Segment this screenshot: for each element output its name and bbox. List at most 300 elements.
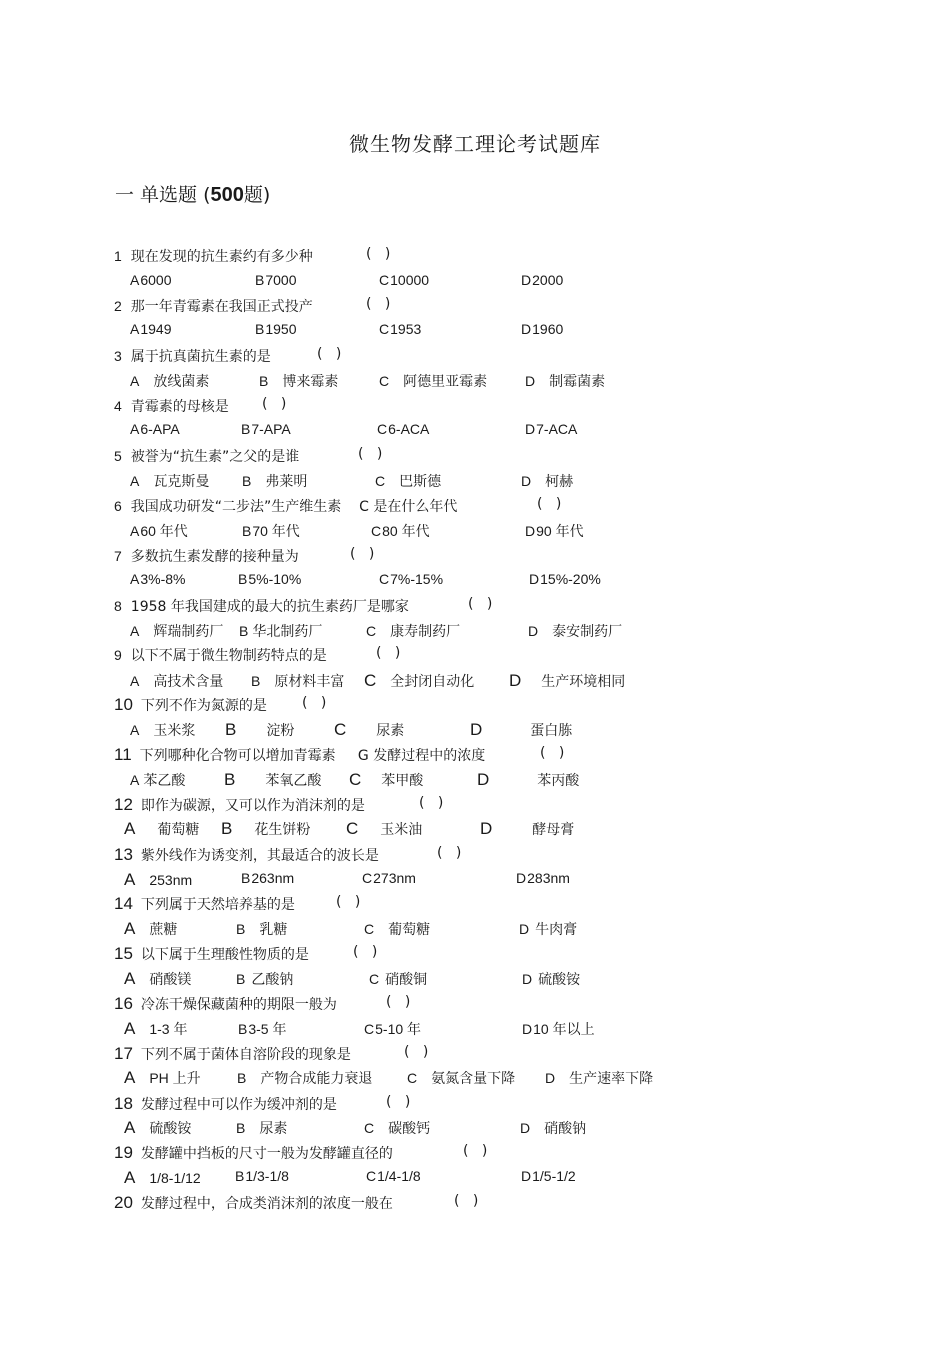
option-b <box>236 1118 287 1138</box>
option-b <box>236 969 293 989</box>
question-11 <box>114 745 565 765</box>
question-number: 19 <box>114 1143 133 1162</box>
option-d <box>470 720 572 740</box>
option-text: 3%-8% <box>140 571 186 587</box>
option-text: 弗莱明 <box>265 473 308 489</box>
option-letter: B <box>221 819 233 838</box>
option-letter: D <box>525 421 536 437</box>
option-b <box>241 870 294 886</box>
option-text: 硝酸镁 <box>149 971 192 987</box>
option-row <box>0 720 950 742</box>
option-text: 生产速率下降 <box>569 1070 654 1086</box>
option-text: 玉米油 <box>380 821 423 837</box>
option-letter: C <box>407 1070 418 1086</box>
option-d <box>522 1019 595 1039</box>
option-text: 生产环境相同 <box>541 673 626 689</box>
option-text: 碳酸钙 <box>388 1120 431 1136</box>
option-text: 制霉菌素 <box>549 373 606 389</box>
question-3 <box>114 346 342 366</box>
question-text: 即作为碳源，又可以作为消沫剂的是 <box>140 798 365 814</box>
option-text: 80 年代 <box>382 523 430 539</box>
option-text: 乙酸钠 <box>251 971 294 987</box>
option-row <box>0 671 950 693</box>
option-text: 1/5-1/2 <box>532 1168 576 1184</box>
option-row <box>0 819 950 841</box>
question-20 <box>114 1193 479 1213</box>
answer-blank: ( ) <box>366 246 391 262</box>
option-text: 尿素 <box>376 722 405 738</box>
question-18 <box>114 1094 411 1114</box>
option-letter: C <box>364 671 377 690</box>
option-letter: C <box>366 1168 377 1184</box>
section-prefix: 一 单选题 ( <box>115 184 211 206</box>
option-letter: A <box>130 571 140 587</box>
question-13 <box>114 845 462 865</box>
option-text: 柯赫 <box>545 473 574 489</box>
option-text: 90 年代 <box>536 523 584 539</box>
question-text: 被誉为“抗生素”之父的是谁 <box>130 449 300 465</box>
option-letter: C <box>377 421 388 437</box>
option-letter: A <box>130 321 140 337</box>
option-letter: A <box>130 623 140 639</box>
option-letter: A <box>124 919 136 938</box>
option-row <box>0 371 950 393</box>
answer-blank: ( ) <box>376 645 401 661</box>
answer-blank: ( ) <box>468 596 493 612</box>
option-d <box>519 919 577 939</box>
question-5 <box>114 446 383 466</box>
option-d <box>521 471 573 491</box>
option-letter: C <box>346 819 359 838</box>
option-letter: D <box>525 373 536 389</box>
option-text: 1-3 年 <box>149 1021 188 1037</box>
question-9 <box>114 645 401 665</box>
option-text: 7-ACA <box>536 421 578 437</box>
question-number: 13 <box>114 845 133 864</box>
option-d <box>509 671 625 691</box>
option-a <box>124 870 192 890</box>
option-text: 高技术含量 <box>153 673 224 689</box>
option-text: 硝酸铜 <box>385 971 428 987</box>
option-c <box>407 1068 515 1088</box>
option-letter: A <box>124 1168 136 1187</box>
option-text: 1/3-1/8 <box>245 1168 289 1184</box>
option-letter: C <box>379 373 390 389</box>
option-text: 15%-20% <box>540 571 601 587</box>
option-text: 10000 <box>390 272 430 288</box>
option-text: 花生饼粉 <box>254 821 311 837</box>
option-text: 6-ACA <box>388 421 430 437</box>
question-number: 10 <box>114 695 133 714</box>
option-letter: A <box>130 473 140 489</box>
option-row <box>0 521 950 543</box>
question-text: 下列不属于菌体自溶阶段的现象是 <box>140 1047 351 1063</box>
option-row <box>0 272 950 294</box>
option-text: 273nm <box>373 870 416 886</box>
option-letter: C <box>379 571 390 587</box>
option-letter: C <box>364 1021 375 1037</box>
option-c <box>349 770 423 790</box>
option-b <box>242 521 300 541</box>
question-number: 1 <box>114 248 122 264</box>
answer-blank: ( ) <box>317 346 342 362</box>
question-text: 青霉素的母核是 <box>130 399 229 415</box>
question-text: 发酵罐中挡板的尺寸一般为发酵罐直径的 <box>140 1146 393 1162</box>
question-text: 紫外线作为诱变剂，其最适合的波长是 <box>140 848 379 864</box>
option-b <box>221 819 310 839</box>
option-text: 1/4-1/8 <box>377 1168 421 1184</box>
option-text: 1949 <box>140 321 172 337</box>
option-a <box>124 1118 191 1138</box>
option-letter: D <box>520 1120 531 1136</box>
option-d <box>477 770 579 790</box>
option-c <box>375 471 441 491</box>
question-6 <box>114 496 562 516</box>
question-number: 16 <box>114 994 133 1013</box>
question-text: 以下属于生理酸性物质的是 <box>140 947 309 963</box>
answer-blank: ( ) <box>537 496 562 512</box>
option-letter: D <box>516 870 527 886</box>
answer-blank: ( ) <box>302 695 327 711</box>
option-text: 氨氮含量下降 <box>431 1070 516 1086</box>
option-c <box>362 870 416 886</box>
answer-blank: ( ) <box>540 745 565 761</box>
option-text: 巴斯德 <box>399 473 442 489</box>
option-a <box>124 819 199 839</box>
option-letter: A <box>124 819 136 838</box>
option-text: 硫酸铵 <box>149 1120 192 1136</box>
option-text: 乳糖 <box>259 921 288 937</box>
question-number: 9 <box>114 647 122 663</box>
answer-blank: ( ) <box>454 1193 479 1209</box>
question-number: 5 <box>114 448 122 464</box>
option-text: 淀粉 <box>266 722 295 738</box>
option-letter: A <box>130 673 140 689</box>
question-16 <box>114 994 411 1014</box>
option-text: 1960 <box>532 321 564 337</box>
option-text: 苯甲酸 <box>381 772 424 788</box>
option-letter: C <box>364 921 375 937</box>
option-letter: B <box>251 673 261 689</box>
question-text: 下列哪种化合物可以增加青霉素 G 发酵过程中的浓度 <box>139 748 486 764</box>
option-a <box>130 272 172 288</box>
option-row <box>0 471 950 493</box>
option-b <box>241 421 291 437</box>
question-number: 14 <box>114 894 133 913</box>
option-d <box>480 819 574 839</box>
option-b <box>238 571 301 587</box>
option-letter: B <box>242 523 252 539</box>
option-letter: A <box>130 772 140 788</box>
option-c <box>334 720 404 740</box>
question-number: 15 <box>114 944 133 963</box>
option-d <box>516 870 570 886</box>
option-text: 硫酸铵 <box>538 971 581 987</box>
option-letter: C <box>379 321 390 337</box>
option-text: 253nm <box>149 872 193 888</box>
answer-blank: ( ) <box>353 944 378 960</box>
option-c <box>369 969 427 989</box>
option-d <box>525 521 584 541</box>
option-letter: B <box>241 870 251 886</box>
question-text: 多数抗生素发酵的接种量为 <box>130 549 299 565</box>
option-row <box>0 1168 950 1190</box>
option-a <box>124 919 177 939</box>
option-b <box>235 1168 289 1184</box>
option-row <box>0 421 950 443</box>
option-row <box>0 1019 950 1041</box>
option-text: PH 上升 <box>149 1070 201 1086</box>
option-text: 瓦克斯曼 <box>153 473 210 489</box>
answer-blank: ( ) <box>366 296 391 312</box>
option-letter: D <box>470 720 483 739</box>
question-8 <box>114 596 493 616</box>
option-letter: B <box>255 272 265 288</box>
question-number: 4 <box>114 398 122 414</box>
option-b <box>259 371 338 391</box>
question-text: 下列不作为氮源的是 <box>140 698 267 714</box>
option-letter: A <box>124 1118 136 1137</box>
option-letter: A <box>130 421 140 437</box>
option-letter: A <box>124 1068 136 1087</box>
option-letter: B <box>236 921 246 937</box>
option-text: 283nm <box>527 870 570 886</box>
option-b <box>239 621 322 641</box>
option-c <box>346 819 422 839</box>
option-text: 泰安制药厂 <box>552 623 623 639</box>
option-text: 7-APA <box>251 421 291 437</box>
option-letter: A <box>130 722 140 738</box>
option-c <box>364 919 430 939</box>
option-text: 华北制药厂 <box>252 623 323 639</box>
option-text: 蛋白胨 <box>530 722 573 738</box>
option-text: 7%-15% <box>390 571 444 587</box>
option-text: 1950 <box>265 321 297 337</box>
option-letter: C <box>364 1120 375 1136</box>
option-a <box>124 969 191 989</box>
option-letter: D <box>545 1070 556 1086</box>
option-text: 60 年代 <box>140 523 188 539</box>
answer-blank: ( ) <box>262 396 287 412</box>
option-d <box>521 1168 576 1184</box>
option-letter: B <box>255 321 265 337</box>
option-d <box>525 421 577 437</box>
question-text: 以下不属于微生物制药特点的是 <box>130 648 327 664</box>
option-d <box>545 1068 653 1088</box>
question-number: 12 <box>114 795 133 814</box>
option-letter: A <box>124 969 136 988</box>
option-text: 苯丙酸 <box>537 772 580 788</box>
option-text: 全封闭自动化 <box>390 673 475 689</box>
option-text: 牛肉膏 <box>535 921 578 937</box>
question-number: 2 <box>114 298 122 314</box>
option-text: 70 年代 <box>252 523 300 539</box>
question-text: 冷冻干燥保藏菌种的期限一般为 <box>140 997 337 1013</box>
option-text: 葡萄糖 <box>157 821 200 837</box>
option-a <box>124 1168 201 1188</box>
answer-blank: ( ) <box>358 446 383 462</box>
question-14 <box>114 894 361 914</box>
question-12 <box>114 795 444 815</box>
question-text: 发酵过程中可以作为缓冲剂的是 <box>140 1097 337 1113</box>
option-b <box>224 770 321 790</box>
option-letter: B <box>225 720 237 739</box>
option-d <box>529 571 601 587</box>
option-d <box>525 371 605 391</box>
option-text: 阿德里亚霉素 <box>403 373 488 389</box>
option-d <box>520 1118 586 1138</box>
option-letter: C <box>379 272 390 288</box>
question-2 <box>114 296 391 316</box>
question-number: 7 <box>114 548 122 564</box>
option-c <box>379 371 487 391</box>
option-row <box>0 919 950 941</box>
option-text: 硝酸钠 <box>544 1120 587 1136</box>
option-letter: B <box>236 1120 246 1136</box>
option-row <box>0 321 950 343</box>
question-text: 我国成功研发“二步法”生产维生素 C 是在什么年代 <box>130 499 458 515</box>
option-a <box>130 571 185 587</box>
option-row <box>0 870 950 892</box>
option-letter: C <box>371 523 382 539</box>
option-letter: C <box>366 623 377 639</box>
option-text: 玉米浆 <box>153 722 196 738</box>
option-letter: C <box>362 870 373 886</box>
option-letter: D <box>509 671 522 690</box>
option-d <box>522 969 580 989</box>
option-text: 5%-10% <box>248 571 302 587</box>
option-text: 6-APA <box>140 421 180 437</box>
option-letter: D <box>521 321 532 337</box>
option-letter: B <box>242 473 252 489</box>
option-text: 苯乙酸 <box>143 772 186 788</box>
option-letter: A <box>130 373 140 389</box>
question-text: 属于抗真菌抗生素的是 <box>130 349 271 365</box>
answer-blank: ( ) <box>336 894 361 910</box>
option-a <box>124 1019 187 1039</box>
option-row <box>0 621 950 643</box>
option-text: 1953 <box>390 321 422 337</box>
question-15 <box>114 944 378 964</box>
option-letter: D <box>522 971 533 987</box>
option-letter: D <box>521 272 532 288</box>
question-text: 那一年青霉素在我国正式投产 <box>130 299 313 315</box>
option-b <box>225 720 294 740</box>
option-text: 尿素 <box>259 1120 288 1136</box>
option-d <box>521 272 563 288</box>
option-text: 5-10 年 <box>375 1021 422 1037</box>
option-letter: D <box>477 770 490 789</box>
option-c <box>377 421 429 437</box>
option-row <box>0 571 950 593</box>
answer-blank: ( ) <box>386 994 411 1010</box>
option-text: 10 年以上 <box>533 1021 595 1037</box>
question-number: 6 <box>114 498 122 514</box>
option-c <box>366 1168 421 1184</box>
option-letter: B <box>224 770 236 789</box>
option-text: 263nm <box>251 870 295 886</box>
option-c <box>364 1118 430 1138</box>
option-letter: B <box>235 1168 245 1184</box>
option-letter: C <box>334 720 347 739</box>
question-number: 3 <box>114 348 122 364</box>
section-count: 500 <box>210 184 244 206</box>
option-a <box>130 621 223 641</box>
option-letter: B <box>259 373 269 389</box>
question-number: 11 <box>114 745 132 764</box>
option-letter: B <box>237 1070 247 1086</box>
option-row <box>0 969 950 991</box>
question-1 <box>114 246 391 266</box>
question-text: 现在发现的抗生素约有多少种 <box>130 249 313 265</box>
option-letter: D <box>519 921 530 937</box>
option-c <box>364 1019 421 1039</box>
option-letter: B <box>238 571 248 587</box>
option-b <box>242 471 307 491</box>
question-text: 下列属于天然培养基的是 <box>140 897 295 913</box>
option-c <box>379 571 443 587</box>
option-d <box>528 621 622 641</box>
option-letter: C <box>349 770 362 789</box>
option-text: 博来霉素 <box>282 373 339 389</box>
option-b <box>255 321 297 337</box>
answer-blank: ( ) <box>437 845 462 861</box>
option-d <box>521 321 563 337</box>
section-suffix: 题) <box>243 184 271 206</box>
option-letter: D <box>522 1021 533 1037</box>
question-text: 1958 年我国建成的最大的抗生素药厂是哪家 <box>130 599 409 615</box>
question-7 <box>114 546 375 566</box>
option-c <box>366 621 460 641</box>
option-row <box>0 770 950 792</box>
option-row <box>0 1118 950 1140</box>
option-letter: D <box>521 473 532 489</box>
option-a <box>130 471 209 491</box>
option-letter: A <box>130 272 140 288</box>
option-c <box>379 272 429 288</box>
question-number: 17 <box>114 1044 133 1063</box>
option-a <box>130 671 223 691</box>
option-text: 1/8-1/12 <box>149 1170 201 1186</box>
answer-blank: ( ) <box>404 1044 429 1060</box>
answer-blank: ( ) <box>350 546 375 562</box>
option-text: 辉瑞制药厂 <box>153 623 224 639</box>
option-text: 6000 <box>140 272 172 288</box>
option-b <box>251 671 344 691</box>
option-c <box>364 671 474 691</box>
option-text: 苯氧乙酸 <box>265 772 322 788</box>
option-a <box>130 421 180 437</box>
option-letter: D <box>529 571 540 587</box>
option-text: 2000 <box>532 272 564 288</box>
option-letter: D <box>525 523 536 539</box>
option-a <box>130 770 185 790</box>
option-a <box>124 1068 201 1088</box>
option-a <box>130 720 195 740</box>
option-a <box>130 321 172 337</box>
question-number: 18 <box>114 1094 133 1113</box>
question-text: 发酵过程中，合成类消沫剂的浓度一般在 <box>140 1196 393 1212</box>
answer-blank: ( ) <box>463 1143 488 1159</box>
question-19 <box>114 1143 488 1163</box>
option-text: 葡萄糖 <box>388 921 431 937</box>
option-letter: C <box>375 473 386 489</box>
option-text: 3-5 年 <box>248 1021 287 1037</box>
option-text: 产物合成能力衰退 <box>260 1070 373 1086</box>
question-17 <box>114 1044 429 1064</box>
section-heading <box>115 180 270 207</box>
answer-blank: ( ) <box>419 795 444 811</box>
